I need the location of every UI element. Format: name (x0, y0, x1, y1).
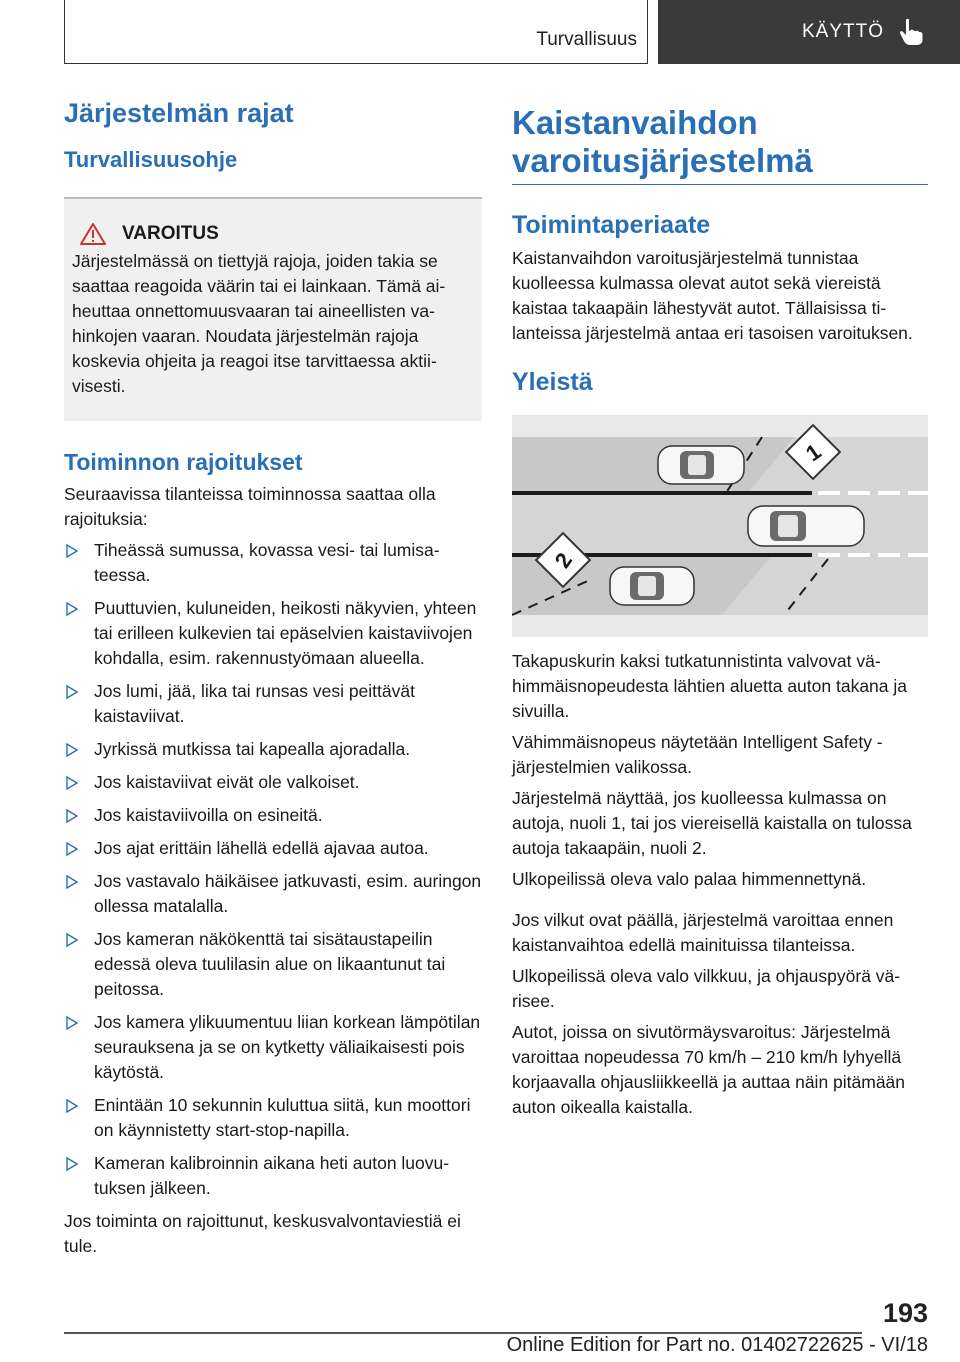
general-paragraph: Takapuskurin kaksi tutkatunnistinta valvovat vähimmäisnopeudesta lähtien aluetta auton takana ja sivuilla. (512, 651, 907, 721)
bullet-triangle-icon (66, 1157, 78, 1171)
lane-change-diagram (512, 415, 928, 637)
limits-outro: Jos toiminta on rajoittunut, keskusvalvontaviestiä ei tule. (64, 1211, 461, 1256)
principle-text: Kaistanvaihdon varoitusjärjestelmä tunnistaa kuolleessa kulmassa olevat autot sekä viereistä kaistaa takaapäin lähestyvät autot. Tällaisissa tilanteissa järjestelmä antaa eri tasoisen varoituksen. (512, 248, 913, 343)
safety-subtitle: Turvallisuusohje (64, 147, 238, 172)
bullet-triangle-icon (66, 743, 78, 757)
section-title: Järjestelmän rajat (64, 98, 294, 128)
limit-item (64, 836, 482, 861)
arrow-1-label: 1 (801, 438, 826, 467)
warning-triangle-icon (80, 223, 106, 245)
general-paragraph: Ulkopeilissä oleva valo vilkkuu, ja ohjauspyörä värisee. (512, 966, 901, 1011)
limits-list (64, 538, 482, 1201)
header-chapter-box (658, 0, 960, 64)
warning-header (72, 223, 472, 245)
limit-item-text: Jos ajat erittäin lähellä edellä ajavaa autoa. (94, 838, 429, 858)
limit-item (64, 927, 482, 1002)
bullet-triangle-icon (66, 809, 78, 823)
warning-box (64, 197, 482, 421)
warning-text: Järjestelmässä on tiettyjä rajoja, joiden takia se saattaa reagoida väärin tai ei lainkaan. Tämä aiheuttaa onnettomuusvaaran tai aineellisten vahinkojen vaaran. Noudata järjestelmän rajoja koskevia ohjeita ja reagoi itse tarvittaessa aktiivisesti. (72, 251, 446, 396)
bullet-triangle-icon (66, 842, 78, 856)
limit-item (64, 737, 482, 762)
hand-pointer-icon (898, 18, 924, 46)
limit-item-text: Jos kaistaviivoilla on esineitä. (94, 805, 323, 825)
general-title: Yleistä (512, 368, 593, 396)
car-approaching (610, 567, 694, 605)
limit-item-text: Kameran kalibroinnin aikana heti auton luovutuksen jälkeen. (94, 1153, 450, 1198)
principle-title: Toimintaperiaate (512, 211, 711, 239)
header-chapter-title: KÄYTTÖ (801, 21, 884, 42)
bullet-triangle-icon (66, 544, 78, 558)
lane-change-figure (512, 415, 928, 637)
limit-item (64, 679, 482, 729)
chapter-title: Kaistanvaihdon varoitusjärjestelmä (512, 104, 928, 185)
car-own (748, 506, 864, 546)
limit-item (64, 596, 482, 671)
limits-title: Toiminnon rajoitukset (64, 449, 303, 475)
general-paragraphs (512, 649, 928, 1120)
limit-item-text: Jos vastavalo häikäisee jatkuvasti, esim. auringon ollessa matalalla. (94, 871, 482, 916)
header-section-box (64, 0, 648, 64)
bullet-triangle-icon (66, 1016, 78, 1030)
limit-item (64, 538, 482, 588)
limit-item-text: Tiheässä sumussa, kovassa vesi- tai lumisateessa. (94, 540, 440, 585)
limit-item (64, 803, 482, 828)
limit-item-text: Jos kaistaviivat eivät ole valkoiset. (94, 772, 360, 792)
page-number: 193 (882, 1298, 928, 1328)
general-paragraph: Jos vilkut ovat päällä, järjestelmä varoittaa ennen kaistanvaihtoa edellä mainituissa tilanteissa. (512, 910, 894, 955)
limit-item (64, 770, 482, 795)
limit-item (64, 1010, 482, 1085)
warning-label: VAROITUS (122, 223, 219, 244)
limit-item-text: Jyrkissä mutkissa tai kapealla ajoradalla. (94, 739, 411, 759)
limit-item-text: Jos kameran näkökenttä tai sisätaustapeilin edessä oleva tuulilasin alue on likaantunut tai peitossa. (94, 929, 446, 999)
general-paragraph: Autot, joissa on sivutörmäysvaroitus: Järjestelmä varoittaa nopeudessa 70 km/h – 210 km/h lyhyellä korjaavalla ohjausliikkeellä ja auttaa näin pitämään auton oikealla kaistalla. (512, 1022, 906, 1117)
footer-edition: Online Edition for Part no. 01402722625 - VI/18 (506, 1334, 928, 1356)
limit-item (64, 1151, 482, 1201)
right-column (512, 98, 928, 1126)
limits-intro: Seuraavissa tilanteissa toiminnossa saattaa olla rajoituksia: (64, 484, 436, 529)
bullet-triangle-icon (66, 1099, 78, 1113)
general-paragraph: Vähimmäisnopeus näytetään Intelligent Safety -järjestelmien valikossa. (512, 732, 883, 777)
limit-item-text: Enintään 10 sekunnin kuluttua siitä, kun moottori on käynnistetty start-stop-napilla. (94, 1095, 471, 1140)
bullet-triangle-icon (66, 776, 78, 790)
bullet-triangle-icon (66, 875, 78, 889)
left-column (64, 98, 482, 1265)
limit-item (64, 1093, 482, 1143)
bullet-triangle-icon (66, 685, 78, 699)
arrow-2-label: 2 (549, 548, 578, 573)
limit-item-text: Jos lumi, jää, lika tai runsas vesi peittävät kaistaviivat. (94, 681, 415, 726)
limit-item (64, 869, 482, 919)
header-section-title: Turvallisuus (536, 29, 637, 50)
bullet-triangle-icon (66, 602, 78, 616)
car-blind-spot (658, 446, 744, 484)
limit-item-text: Puuttuvien, kuluneiden, heikosti näkyvien, yhteen tai erilleen kulkevien tai epäselvien kaistaviivojen kohdalla, esim. rakennustyömaan alueella. (94, 598, 477, 668)
general-paragraph: Järjestelmä näyttää, jos kuolleessa kulmassa on autoja, nuoli 1, tai jos viereisellä kaistalla on tulossa autoja takaapäin, nuoli 2. (512, 788, 912, 858)
limit-item-text: Jos kamera ylikuumentuu liian korkean lämpötilan seurauksena ja se on kytketty väliaikaisesti pois käytöstä. (94, 1012, 481, 1082)
general-paragraph: Ulkopeilissä oleva valo palaa himmennettynä. (512, 869, 867, 889)
bullet-triangle-icon (66, 933, 78, 947)
